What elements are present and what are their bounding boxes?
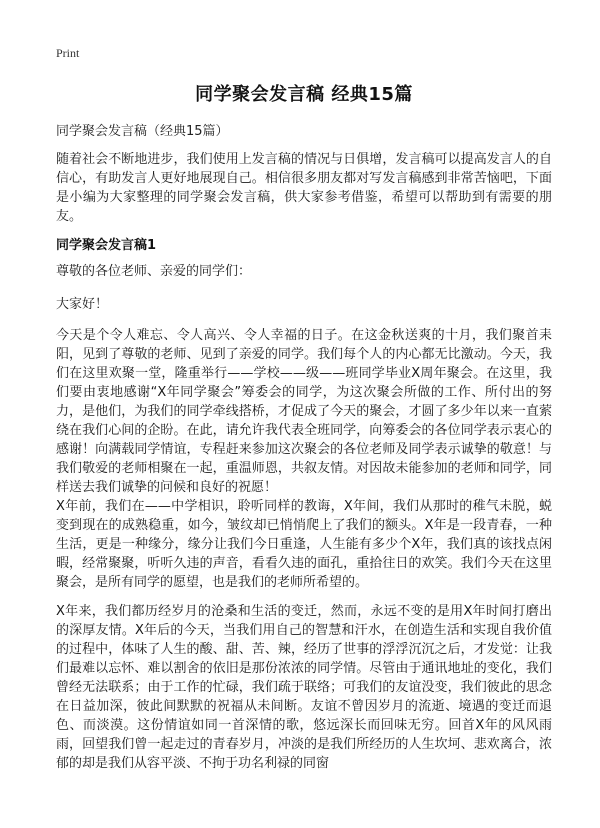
body-paragraph-1: 今天是个令人难忘、令人高兴、令人幸福的日子。在这金秋送爽的十月，我们聚首耒阳，见到了尊敬的老师、见到了亲爱的同学。我们每个人的内心都无比激动。今天，我们在这里欢聚一堂，隆重举行——学校——级——班同学毕业X周年聚会。在这里，我们要由衷地感谢“X年同学聚会”筹委会的同学，为这次聚会所做的工作、所付出的努力，是他们，为我们的同学牵线搭桥，才促成了今天的聚会，才圆了多少年以来一直萦绕在我们心间的企盼。在此，请允许我代表全班同学，向筹委会的各位同学表示衷心的感谢！向满载同学情谊，专程赶来参加这次聚会的各位老师及同学表示诚挚的敬意！与我们敬爱的老师相聚在一起，重温师恩，共叙友情。对因故未能参加的老师和同学，同样送去我们诚挚的问候和良好的祝愿！ xyxy=(56,328,552,495)
greeting-paragraph: 尊敬的各位老师、亲爱的同学们： xyxy=(56,264,252,279)
body-paragraph-2: X年前，我们在——中学相识，聆听同样的教诲，X年间，我们从那时的稚气未脱，蜕变到现在的成熟稳重，如今，皱纹却已悄悄爬上了我们的额头。X年是一段青春，一种生活，更是一种缘分，缘分让我们今日重逢，人生能有多少个X年，我们真的该找点闲暇，经常聚聚，听听久违的声音，看看久违的面孔，重拾往日的欢笑。我们今天在这里聚会，是所有同学的愿望，也是我们的老师所希望的。 xyxy=(56,499,552,590)
hello-paragraph: 大家好！ xyxy=(56,297,109,312)
document-page xyxy=(56,0,552,828)
body-paragraph-3: X年来，我们都历经岁月的沧桑和生活的变迁，然而，永远不变的是用X年时间打磨出的深厚友情。X年后的今天，当我们用自己的智慧和汗水，在创造生活和实现自我价值的过程中，体味了人生的酸、甜、苦、辣，经历了世事的浮浮沉沉之后，才发觉：让我们最难以忘怀、难以割舍的依旧是那份浓浓的同学情。尽管由于通讯地址的变化，我们曾经无法联系；由于工作的忙碌，我们疏于联络；可我们的友谊没变，我们彼此的思念在日益加深，彼此间默默的祝福从未间断。友谊不曾因岁月的流逝、境遇的变迁而退色、而淡漠。这份情谊如同一首深情的歌，悠远深长而回味无穷。回首X年的风风雨雨，回望我们曾一起走过的青春岁月，冲淡的是我们所经历的人生坎坷、悲欢离合，浓郁的却是我们从容平淡、不拘于功名利禄的同窗 xyxy=(56,604,552,771)
intro-paragraph: 随着社会不断地进步，我们使用上发言稿的情况与日俱增，发言稿可以提高发言人的自信心，有助发言人更好地展现自己。相信很多朋友都对写发言稿感到非常苦恼吧，下面是小编为大家整理的同学聚会发言稿，供大家参考借鉴，希望可以帮助到有需要的朋友。 xyxy=(56,152,552,224)
page-title: 同学聚会发言稿 经典15篇 xyxy=(195,84,413,105)
print-label[interactable]: Print xyxy=(56,46,80,60)
document-subtitle: 同学聚会发言稿（经典15篇） xyxy=(56,124,229,139)
section-heading: 同学聚会发言稿1 xyxy=(56,238,157,253)
